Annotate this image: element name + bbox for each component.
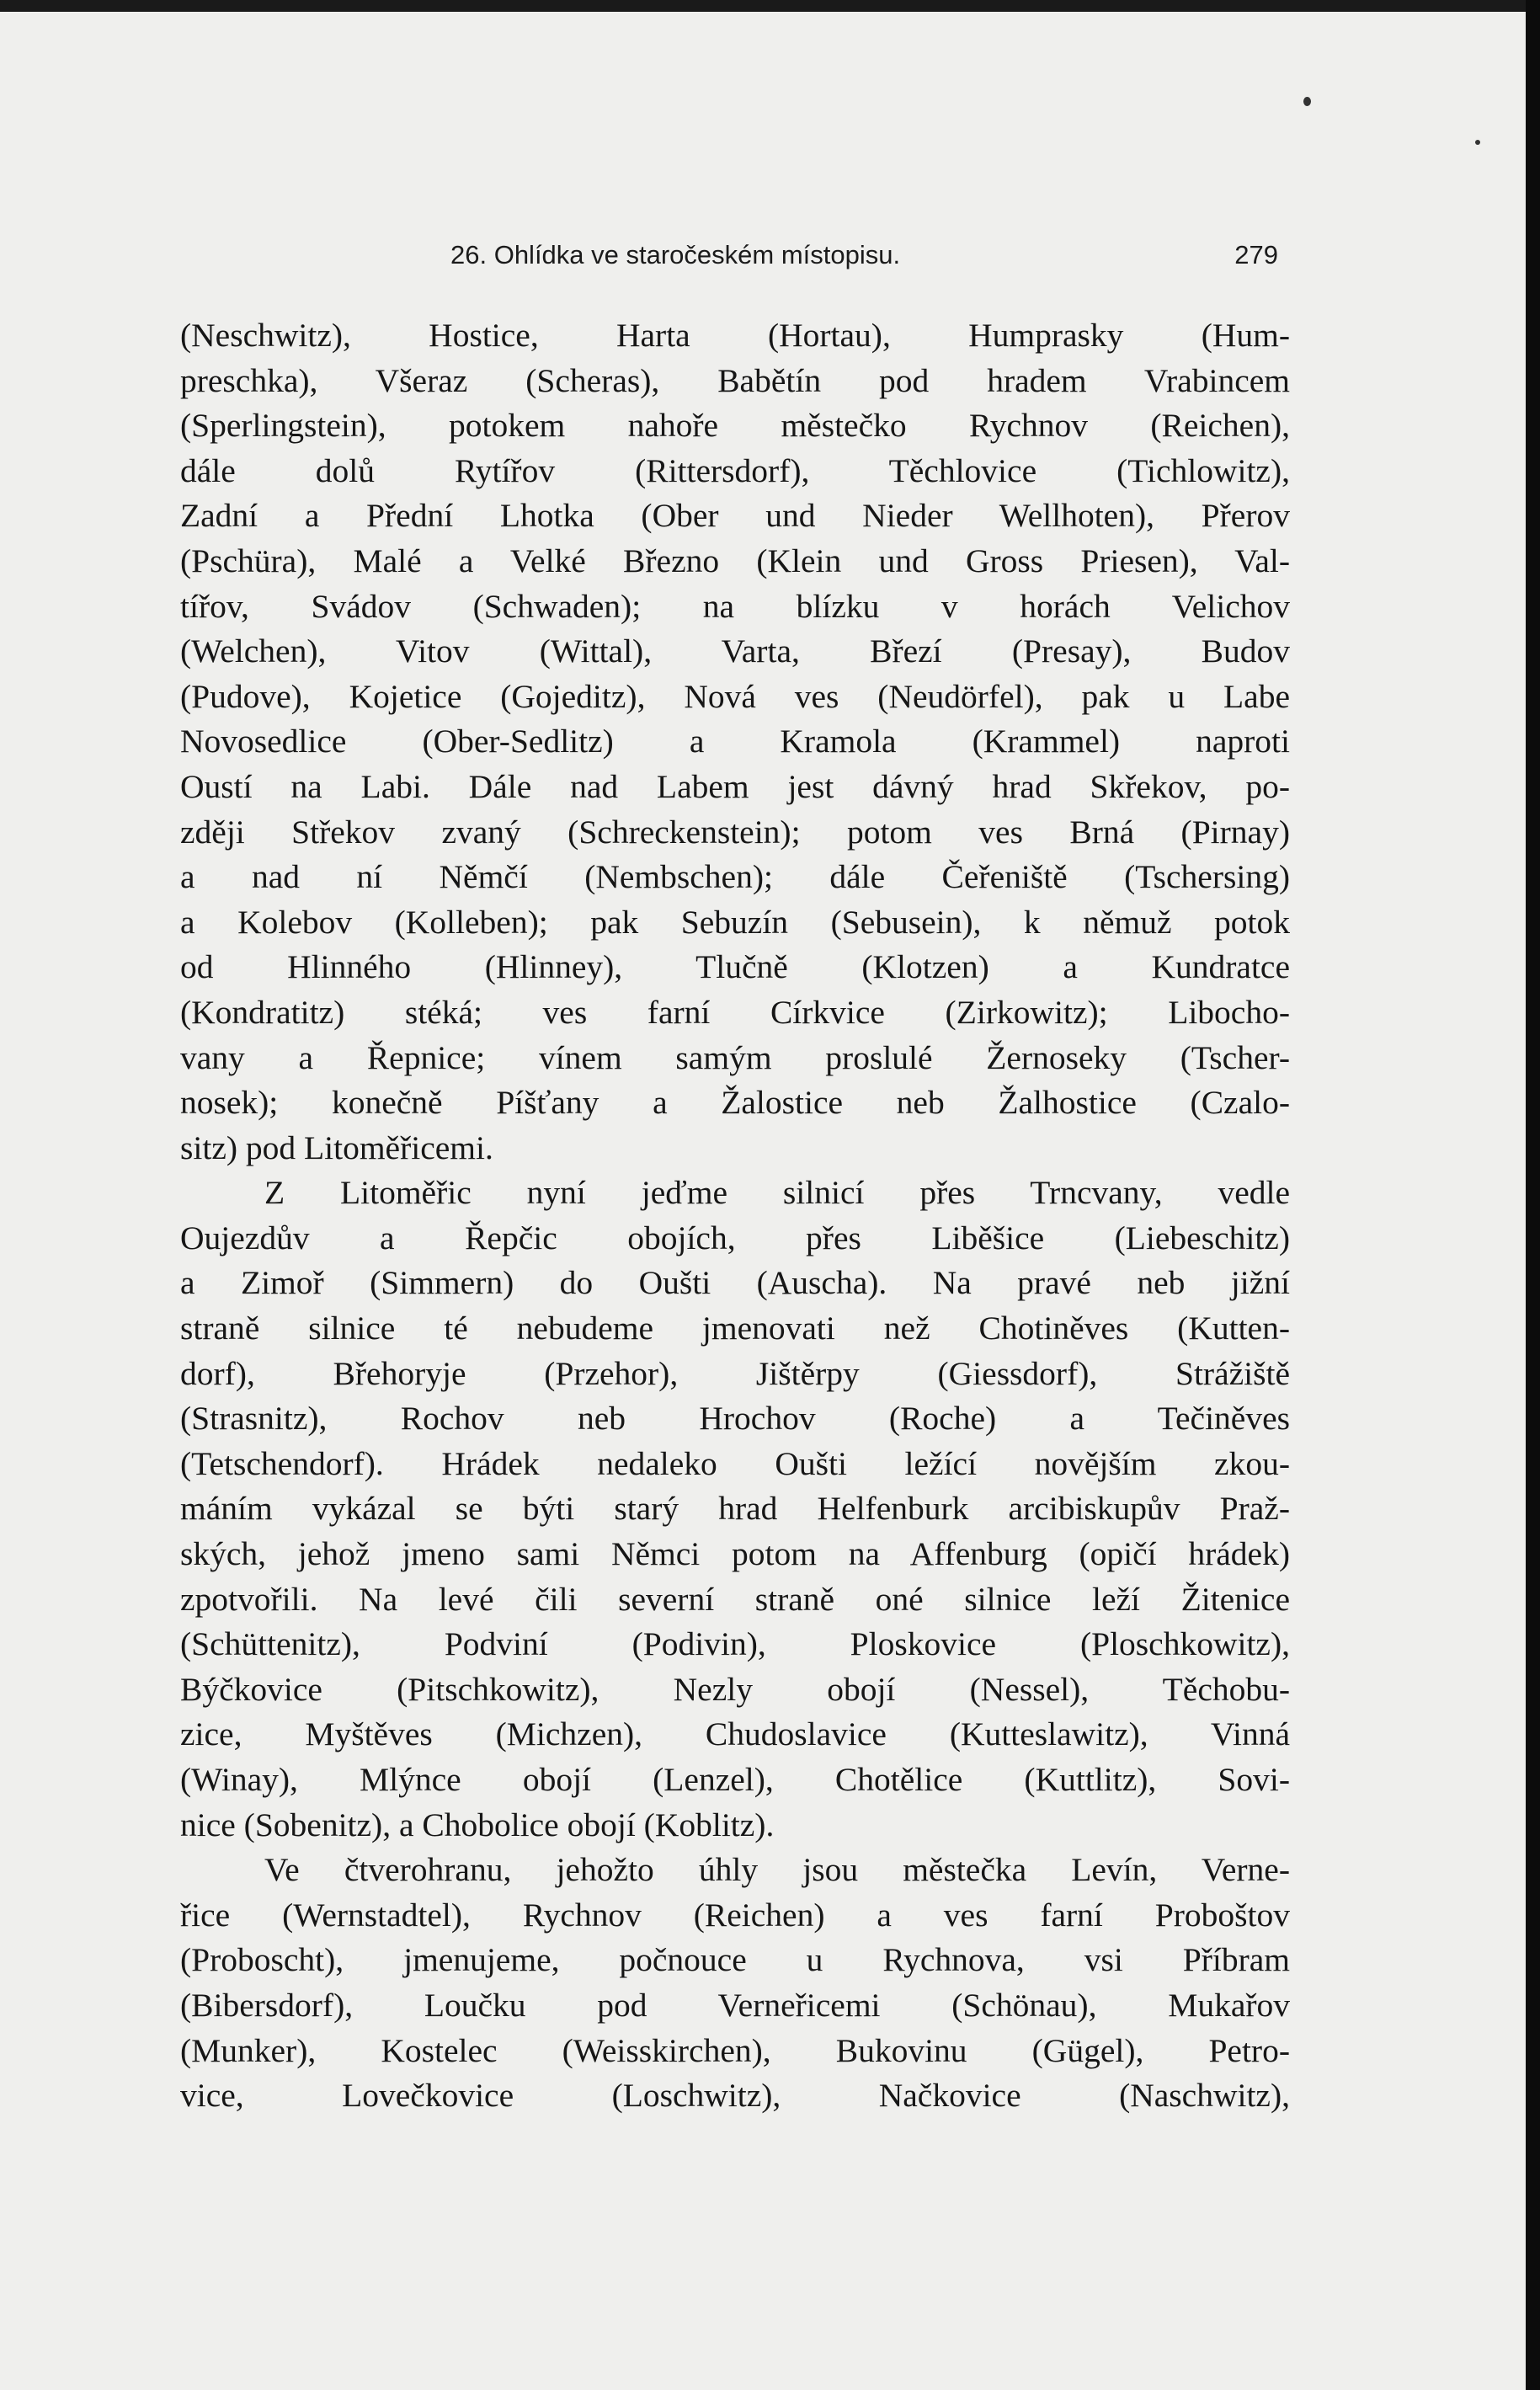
page-number: 279: [1234, 240, 1278, 269]
text-line: nosek); konečně Píšťany a Žalostice neb Žalhostice (Czalo-: [180, 1084, 1290, 1122]
text-line: vany a Řepnice; vínem samým proslulé Žernoseky (Tscher-: [180, 1038, 1290, 1076]
text-line: (Winay), Mlýnce obojí (Lenzel), Chotělice (Kuttlitz), Sovi-: [180, 1761, 1290, 1798]
text-line: (Bibersdorf), Loučku pod Verneřicemi (Schönau), Mukařov: [180, 1986, 1290, 2024]
text-line: ských, jehož jmeno sami Němci potom na Affenburg (opičí hrádek): [180, 1535, 1290, 1573]
scan-top-edge: [0, 0, 1526, 12]
running-header-title: 26. Ohlídka ve staročeském místopisu.: [450, 240, 901, 269]
text-line: (Neschwitz), Hostice, Harta (Hortau), Humprasky (Hum-: [180, 317, 1290, 354]
text-line: Novosedlice (Ober-Sedlitz) a Kramola (Krammel) naproti: [180, 723, 1290, 760]
body-text: [180, 313, 1290, 2119]
text-line: (Kondratitz) stéká; ves farní Církvice (Zirkowitz); Libocho-: [180, 993, 1290, 1031]
text-line: Oujezdův a Řepčic obojích, přes Liběšice (Liebeschitz): [180, 1219, 1290, 1256]
text-line: sitz) pod Litoměřicemi.: [180, 1128, 493, 1166]
text-line: (Strasnitz), Rochov neb Hrochov (Roche) a Tečiněves: [180, 1400, 1290, 1438]
text-line: Zadní a Přední Lhotka (Ober und Nieder Wellhoten), Přerov: [180, 497, 1290, 535]
running-header: [450, 240, 1278, 277]
text-line: a Zimoř (Simmern) do Oušti (Auscha). Na pravé neb jižní: [180, 1264, 1290, 1302]
text-line: a nad ní Němčí (Nembschen); dále Čeřeniště (Tschersing): [180, 858, 1290, 896]
text-line: vice, Lovečkovice (Loschwitz), Načkovice (Naschwitz),: [180, 2077, 1290, 2115]
text-line: dorf), Břehoryje (Przehor), Jištěrpy (Giessdorf), Strážiště: [180, 1354, 1290, 1392]
text-line: (Pudove), Kojetice (Gojeditz), Nová ves (Neudörfel), pak u Labe: [180, 677, 1290, 715]
text-line: a Kolebov (Kolleben); pak Sebuzín (Sebusein), k němuž potok: [180, 903, 1290, 941]
text-line: řice (Wernstadtel), Rychnov (Reichen) a ves farní Proboštov: [180, 1896, 1290, 1934]
text-line: (Munker), Kostelec (Weisskirchen), Bukovinu (Gügel), Petro-: [180, 2031, 1290, 2069]
text-line: Oustí na Labi. Dále nad Labem jest dávný hrad Skřekov, po-: [180, 767, 1290, 805]
text-line: (Welchen), Vitov (Wittal), Varta, Březí (Presay), Budov: [180, 632, 1290, 670]
text-line: (Sperlingstein), potokem nahoře městečko Rychnov (Reichen),: [180, 407, 1290, 445]
text-line: Z Litoměřic nyní jeďme silnicí přes Trncvany, vedle: [264, 1174, 1290, 1212]
text-line: Býčkovice (Pitschkowitz), Nezly obojí (Nessel), Těchobu-: [180, 1670, 1290, 1708]
text-line: od Hlinného (Hlinney), Tlučně (Klotzen) a Kundratce: [180, 948, 1290, 986]
text-line: dále dolů Rytířov (Rittersdorf), Těchlovice (Tichlowitz),: [180, 451, 1290, 489]
text-line: zice, Myštěves (Michzen), Chudoslavice (Kutteslawitz), Vinná: [180, 1715, 1290, 1753]
scan-speck: [1475, 140, 1480, 145]
text-line: nice (Sobenitz), a Chobolice obojí (Koblitz).: [180, 1806, 775, 1843]
text-line: tířov, Svádov (Schwaden); na blízku v horách Velichov: [180, 587, 1290, 625]
text-line: zpotvořili. Na levé čili severní straně oné silnice leží Žitenice: [180, 1580, 1290, 1618]
scan-speck: [1303, 97, 1311, 106]
scan-right-edge: [1526, 0, 1540, 2390]
text-line: (Schüttenitz), Podviní (Podivin), Ploskovice (Ploschkowitz),: [180, 1625, 1290, 1663]
text-line: (Proboscht), jmenujeme, počnouce u Rychnova, vsi Příbram: [180, 1941, 1290, 1979]
text-line: (Tetschendorf). Hrádek nedaleko Oušti ležící novějším zkou-: [180, 1444, 1290, 1482]
text-line: straně silnice té nebudeme jmenovati než Chotiněves (Kutten-: [180, 1310, 1290, 1347]
text-line: preschka), Všeraz (Scheras), Babětín pod hradem Vrabincem: [180, 361, 1290, 399]
text-line: Ve čtverohranu, jehožto úhly jsou městečka Levín, Verne-: [264, 1851, 1290, 1889]
text-line: máním vykázal se býti starý hrad Helfenburk arcibiskupův Praž-: [180, 1490, 1290, 1528]
text-line: (Pschüra), Malé a Velké Březno (Klein und Gross Priesen), Val-: [180, 541, 1290, 579]
text-line: zději Střekov zvaný (Schreckenstein); potom ves Brná (Pirnay): [180, 813, 1290, 851]
